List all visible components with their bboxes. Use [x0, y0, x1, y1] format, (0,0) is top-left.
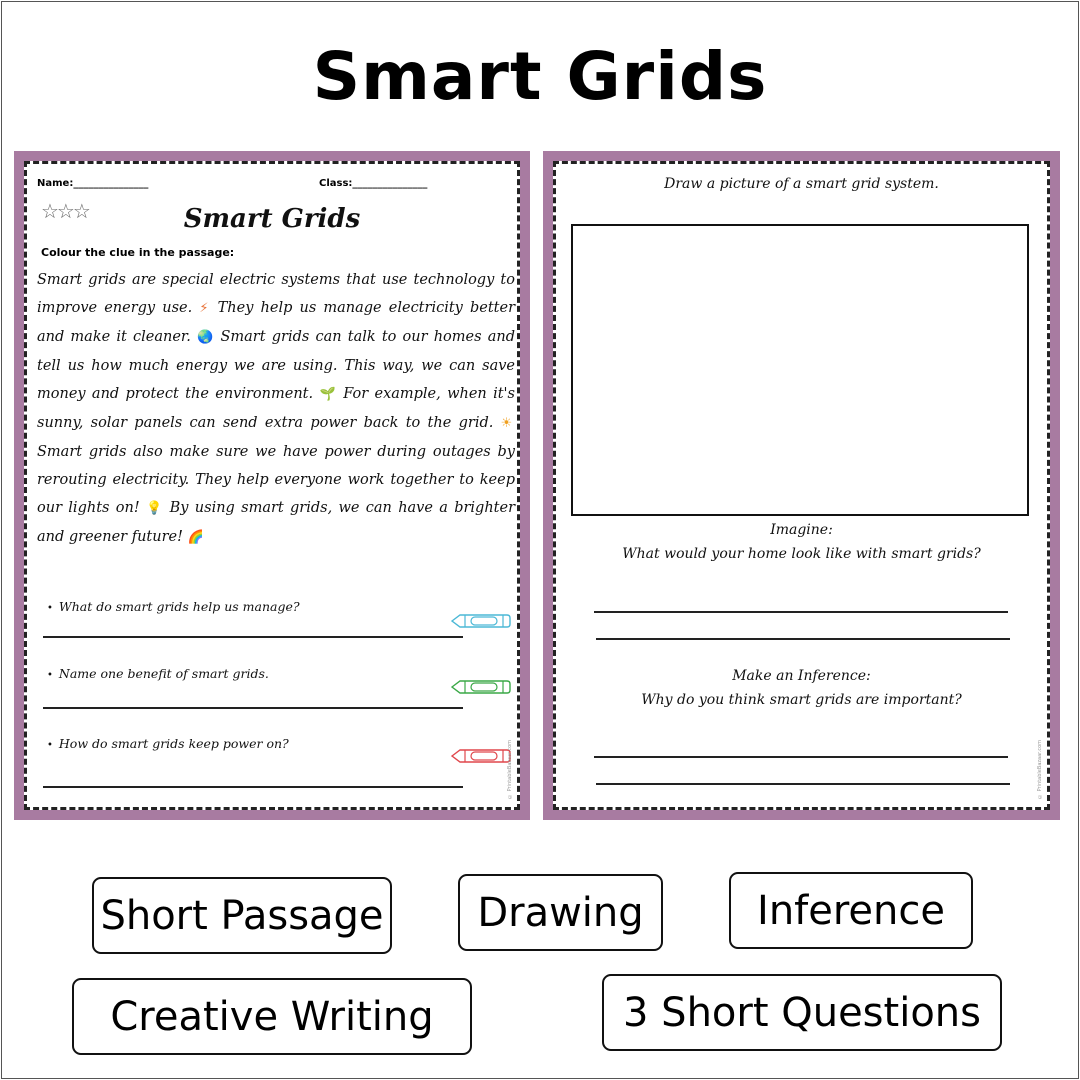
bullet-icon: • — [47, 670, 53, 681]
sun-icon: ☀ — [500, 416, 515, 431]
passage-sentence: By using smart grids, we can have a brighter and greener future! — [37, 500, 515, 545]
passage-sentence: Smart grids can talk to our homes and tell us how much energy we are using. This way, we can save money and protect the environment. — [37, 329, 515, 402]
question-text: Name one benefit of smart grids. — [58, 666, 269, 681]
imagine-answer-line-2[interactable] — [596, 638, 1010, 640]
inference-label: Make an Inference: — [732, 668, 871, 684]
answer-line-2[interactable] — [43, 707, 463, 709]
tag-drawing: Drawing — [458, 874, 663, 951]
seedling-icon: 🌱 — [319, 387, 344, 402]
watermark: © PrintableBazaar.com — [1037, 740, 1043, 799]
drawing-box[interactable] — [571, 224, 1029, 516]
worksheet-title: Smart Grids — [183, 204, 361, 234]
imagine-question: What would your home look like with smart grids? — [622, 546, 981, 562]
imagine-label: Imagine: — [770, 522, 833, 538]
answer-line-1[interactable] — [43, 636, 463, 638]
question-text: What do smart grids help us manage? — [58, 599, 300, 614]
passage-sentence: For example, when it's sunny, solar panels can send extra power back to the grid. — [37, 386, 515, 431]
blue-crayon-icon — [451, 613, 511, 629]
question-1 — [47, 599, 300, 614]
draw-prompt: Draw a picture of a smart grid system. — [664, 176, 939, 192]
red-crayon-icon — [451, 748, 511, 764]
name-field-label: Name:_______________ — [37, 178, 149, 189]
passage-sentence: Smart grids also make sure we have power during outages by rerouting electricity. They help everyone work together to keep our lights on! — [37, 444, 515, 516]
worksheet-passage-page — [24, 161, 520, 810]
light-bulb-icon: 💡 — [145, 501, 170, 516]
bullet-icon: • — [47, 603, 53, 614]
reading-passage — [37, 266, 515, 552]
page-title: Smart Grids — [312, 38, 768, 115]
imagine-answer-line-1[interactable] — [594, 611, 1008, 613]
answer-line-3[interactable] — [43, 786, 463, 788]
rating-stars-icon: ☆☆☆ — [41, 201, 89, 223]
globe-icon: 🌏 — [197, 330, 221, 345]
tag-inference: Inference — [729, 872, 973, 949]
tag-creative-writing: Creative Writing — [72, 978, 472, 1055]
worksheet-drawing-page — [553, 161, 1050, 810]
lightning-icon: ⚡ — [199, 301, 218, 316]
worksheet-drawing-preview — [543, 151, 1060, 820]
passage-sentence: They help us manage electricity better and make it cleaner. — [37, 300, 516, 345]
green-crayon-icon — [451, 679, 511, 695]
watermark: © PrintableBazaar.com — [507, 740, 513, 799]
tag-3-short-questions: 3 Short Questions — [602, 974, 1002, 1051]
question-text: How do smart grids keep power on? — [58, 736, 289, 751]
rainbow-icon: 🌈 — [187, 530, 204, 545]
instruction-text: Colour the clue in the passage: — [41, 246, 235, 259]
class-field-label: Class:_______________ — [319, 178, 428, 189]
bullet-icon: • — [47, 740, 53, 751]
worksheet-passage-preview — [14, 151, 530, 820]
inference-answer-line-2[interactable] — [596, 783, 1010, 785]
inference-answer-line-1[interactable] — [594, 756, 1008, 758]
tag-short-passage: Short Passage — [92, 877, 392, 954]
inference-question: Why do you think smart grids are important? — [641, 692, 962, 708]
question-2 — [47, 666, 269, 681]
passage-sentence: Smart grids are special electric systems that use technology to improve energy use. — [37, 272, 515, 316]
question-3 — [47, 736, 289, 751]
